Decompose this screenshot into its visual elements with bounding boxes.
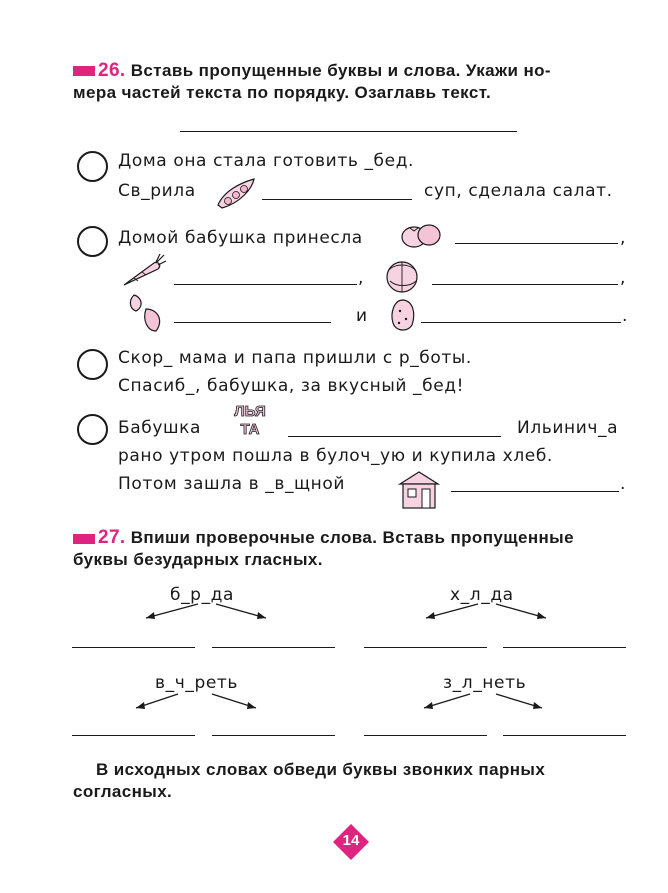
answer-line-2b[interactable] (503, 647, 626, 648)
arrows-word-1 (140, 600, 280, 630)
p4-answer-line-2[interactable] (451, 491, 619, 492)
order-circle-1[interactable] (77, 151, 108, 182)
task27-heading-line2: буквы безударных гласных. (73, 550, 323, 569)
p2-period: . (622, 306, 629, 326)
answer-line-3a[interactable] (72, 735, 195, 736)
answer-line-3b[interactable] (212, 735, 335, 736)
arrows-word-2 (420, 600, 560, 630)
answer-line-1a[interactable] (72, 647, 195, 648)
p2-comma-3: , (620, 268, 627, 288)
answer-line-4b[interactable] (503, 735, 626, 736)
task27-footer-line2: согласных. (73, 782, 173, 801)
rebus-bottom: ТА (240, 421, 260, 438)
p4-line1-end: Ильинич_а (517, 418, 619, 438)
answer-line-2a[interactable] (364, 647, 487, 648)
answer-line-1b[interactable] (212, 647, 335, 648)
vegetable-shop-icon (398, 470, 440, 510)
rebus-top: ЛЬЯ (234, 403, 266, 420)
task27-number: 27. (98, 527, 126, 548)
page-number: 14 (342, 832, 360, 849)
p4-line2: рано утром пошла в булоч_ую и купила хлеб. (118, 446, 553, 466)
name-rebus (225, 403, 275, 445)
cabbage-icon (380, 257, 426, 295)
beets-icon (124, 291, 170, 335)
task26-number: 26. (98, 60, 126, 81)
word-3: в_ч_реть (155, 673, 239, 693)
p1-line2-end: суп, сделала салат. (424, 181, 613, 201)
p2-answer-line-5[interactable] (421, 322, 621, 323)
p3-line2: Спасиб_, бабушка, за вкусный _бед! (118, 376, 465, 396)
p1-line1: Дома она стала готовить _бед. (118, 151, 415, 171)
potato-icon (388, 297, 418, 333)
task-marker (73, 66, 95, 76)
carrot-icon (120, 253, 168, 289)
order-circle-2[interactable] (77, 226, 108, 257)
task27-footer-line1: В исходных словах обведи буквы звонких парных (96, 760, 546, 779)
p4-line3-start: Потом зашла в _в_щной (118, 474, 346, 494)
task-marker (73, 534, 95, 544)
p2-and: и (356, 306, 368, 326)
p2-line1: Домой бабушка принесла (118, 228, 363, 248)
p2-answer-line-2[interactable] (174, 284, 357, 285)
order-circle-4[interactable] (77, 414, 108, 445)
p4-period: . (620, 474, 627, 494)
task27-heading-line1: 27. Впиши проверочные слова. Вставь пропущенные (98, 527, 574, 548)
answer-line-4a[interactable] (364, 735, 487, 736)
peas-icon (214, 175, 258, 211)
task26-heading-line2: мера частей текста по порядку. Озаглавь текст. (73, 83, 492, 102)
p1-line2-start: Св_рила (118, 181, 196, 201)
p2-comma-2: , (358, 268, 365, 288)
p4-line1-start: Бабушка (118, 418, 202, 438)
page-number-badge (331, 822, 371, 862)
arrows-word-4 (418, 690, 558, 720)
p2-comma-1: , (620, 228, 627, 248)
p2-answer-line-3[interactable] (432, 284, 618, 285)
p4-answer-line-1[interactable] (288, 436, 501, 437)
word-4: з_л_неть (443, 673, 527, 693)
order-circle-3[interactable] (77, 349, 108, 380)
p1-answer-line[interactable] (262, 199, 412, 200)
task26-heading-line1: 26. Вставь пропущенные буквы и слова. Укажи но- (98, 60, 551, 81)
p3-line1: Скор_ мама и папа пришли с р_боты. (118, 348, 472, 368)
arrows-word-3 (130, 690, 270, 720)
word-1: б_р_да (170, 585, 235, 605)
title-answer-line[interactable] (180, 131, 517, 132)
tomatoes-icon (400, 222, 442, 250)
word-2: х_л_да (450, 585, 514, 605)
p2-answer-line-4[interactable] (174, 322, 331, 323)
p2-answer-line-1[interactable] (455, 243, 618, 244)
